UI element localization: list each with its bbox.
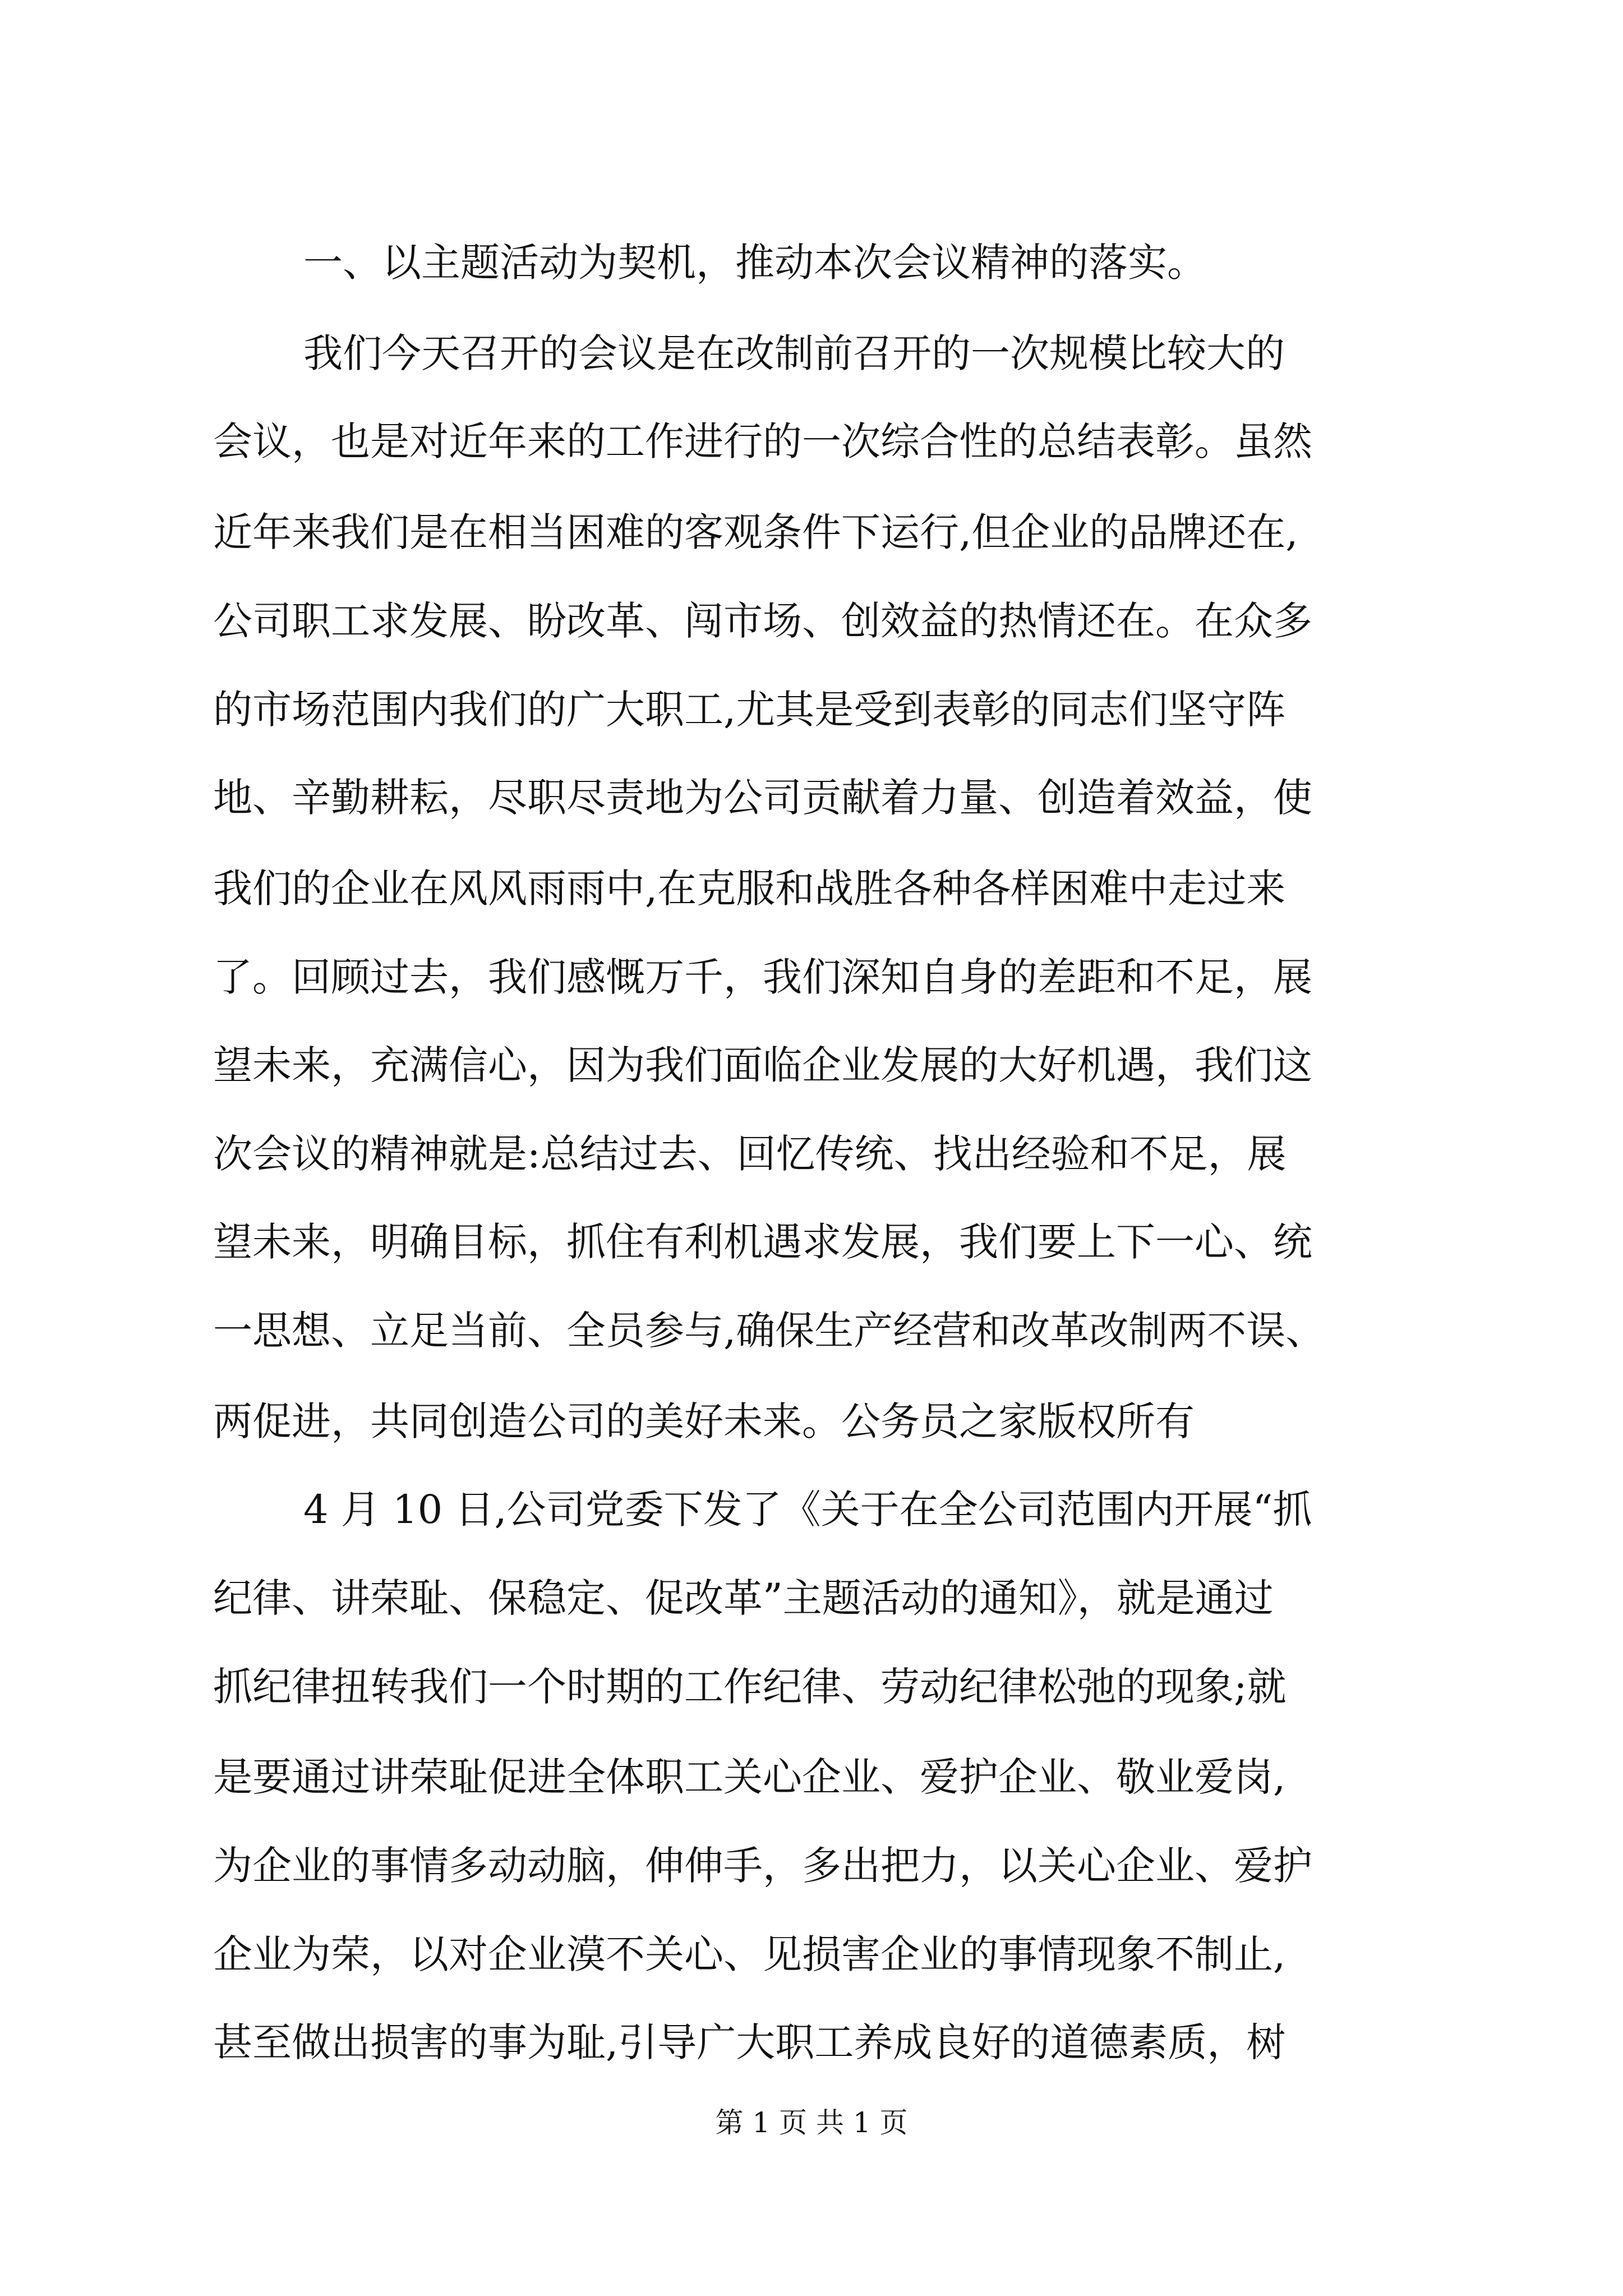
- paragraph-line: 望未来，充满信心，因为我们面临企业发展的大好机遇，我们这: [213, 1042, 1312, 1088]
- paragraph-line: 会议，也是对近年来的工作进行的一次综合性的总结表彰。虽然: [213, 418, 1312, 464]
- paragraph-line: 为企业的事情多动动脑，伸伸手，多出把力，以关心企业、爱护: [213, 1843, 1312, 1889]
- paragraph-line: 望未来，明确目标，抓住有利机遇求发展，我们要上下一心、统: [213, 1219, 1312, 1265]
- paragraph-line: 我们的企业在风风雨雨中,在克服和战胜各种各样困难中走过来: [213, 866, 1286, 912]
- paragraph-line: 抓纪律扭转我们一个时期的工作纪律、劳动纪律松弛的现象;就: [213, 1664, 1287, 1710]
- paragraph-line: 4 月 10 日,公司党委下发了《关于在全公司范围内开展“抓: [303, 1487, 1312, 1533]
- paragraph-line: 一思想、立足当前、全员参与,确保生产经营和改革改制两不误、: [213, 1308, 1325, 1354]
- paragraph-line: 的市场范围内我们的广大职工,尤其是受到表彰的同志们坚守阵: [213, 687, 1286, 733]
- paragraph-line: 甚至做出损害的事为耻,引导广大职工养成良好的道德素质，树: [213, 2019, 1286, 2065]
- paragraph-line: 我们今天召开的会议是在改制前召开的一次规模比较大的: [303, 330, 1285, 376]
- paragraph-line: 企业为荣，以对企业漠不关心、见损害企业的事情现象不制止,: [213, 1931, 1286, 1977]
- paragraph-line: 近年来我们是在相当困难的客观条件下运行,但企业的品牌还在,: [213, 509, 1298, 555]
- paragraph-line: 地、辛勤耕耘，尽职尽责地为公司贡献着力量、创造着效益，使: [213, 775, 1312, 821]
- paragraph-line: 次会议的精神就是:总结过去、回忆传统、找出经验和不足，展: [213, 1131, 1287, 1177]
- paragraph-line: 纪律、讲荣耻、保稳定、促改革”主题活动的通知》，就是通过: [213, 1575, 1274, 1621]
- paragraph-line: 两促进，共同创造公司的美好未来。公务员之家版权所有: [213, 1398, 1195, 1444]
- paragraph-line: 是要通过讲荣耻促进全体职工关心企业、爱护企业、敬业爱岗,: [213, 1754, 1286, 1800]
- page-footer: 第 1 页 共 1 页: [715, 2106, 908, 2139]
- paragraph-line: 公司职工求发展、盼改革、闯市场、创效益的热情还在。在众多: [213, 598, 1312, 644]
- paragraph-line: 了。回顾过去，我们感慨万千，我们深知自身的差距和不足，展: [213, 954, 1312, 1000]
- paragraph-line: 一、以主题活动为契机，推动本次会议精神的落实。: [303, 240, 1206, 286]
